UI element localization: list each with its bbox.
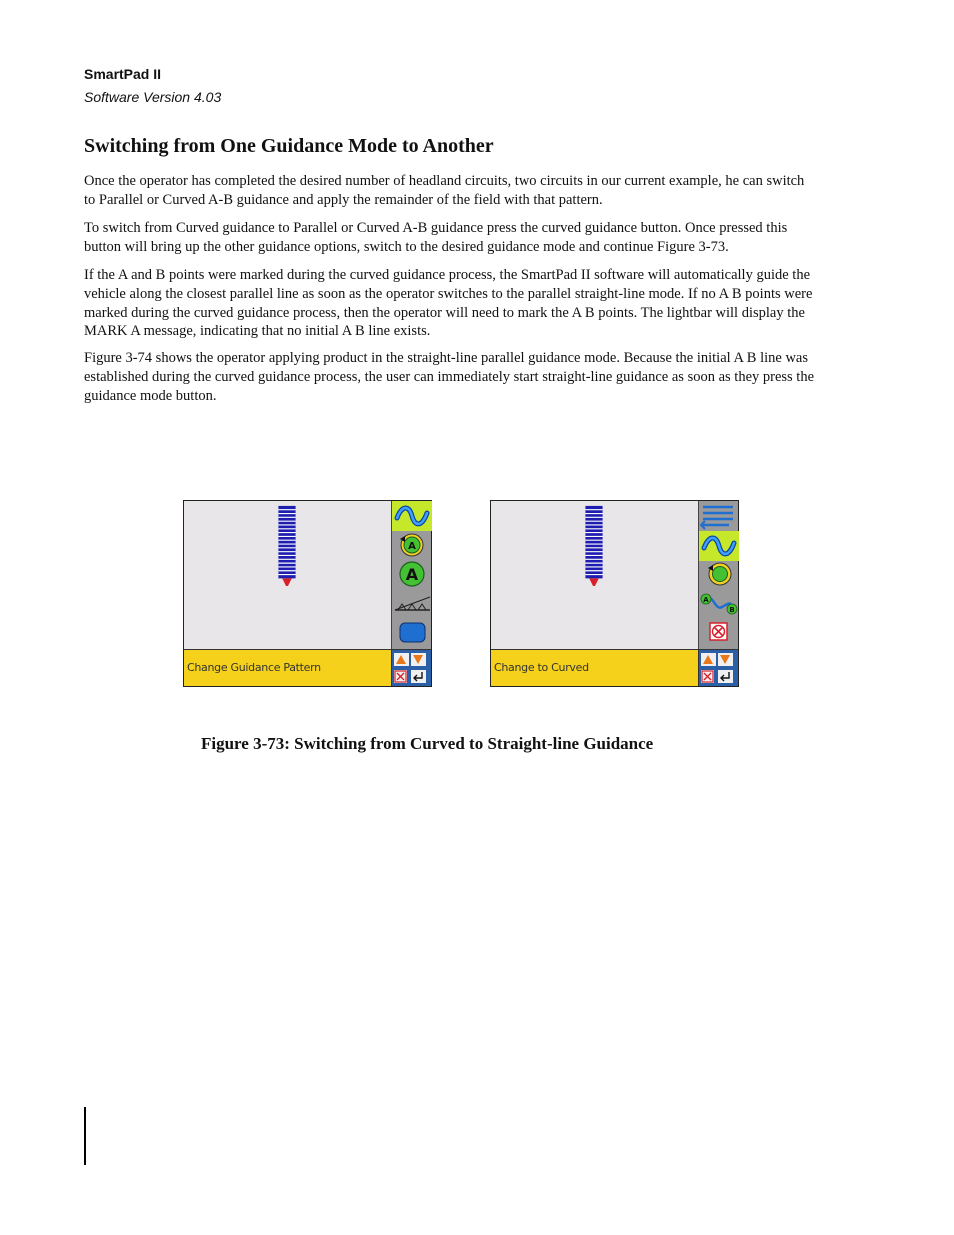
status-message: Change Guidance Pattern bbox=[184, 649, 392, 686]
curved-ab-icon[interactable] bbox=[701, 594, 737, 614]
screenshot-change-to-curved bbox=[490, 500, 739, 687]
status-message: Change to Curved bbox=[491, 649, 699, 686]
paragraph-3: If the A and B points were marked during the curved guidance process, the SmartPad II software will automatically guide the vehicle along the closest parallel line as soon as the operator switches to the parallel straight-line mode. If no A B points were marked during the curved guidance process, then the operator will need to mark the A B points. The lightbar will display the MARK A message, indicating that no initial A B line exists. bbox=[84, 267, 813, 340]
boom-icon[interactable] bbox=[395, 597, 430, 610]
vehicle-swath-icon bbox=[276, 504, 298, 586]
svg-text:B: B bbox=[729, 606, 735, 614]
figure-caption: Figure 3-73: Switching from Curved to Straight-line Guidance bbox=[201, 734, 654, 753]
map-view bbox=[491, 501, 699, 651]
rotate-a-icon[interactable] bbox=[400, 534, 423, 556]
section-heading: Switching from One Guidance Mode to Another bbox=[84, 135, 494, 157]
screenshot-change-guidance-pattern bbox=[183, 500, 432, 687]
cancel-icon[interactable] bbox=[710, 623, 727, 640]
svg-text:A: A bbox=[405, 565, 419, 584]
paragraph-4: Figure 3-74 shows the operator applying product in the straight-line parallel guidance mode. Because the initial A B line was established during the curved guidance process, the user can immediately start straight-line guidance as soon as they press the guidance mode button. bbox=[84, 350, 815, 404]
software-version: Software Version 4.03 bbox=[84, 89, 222, 105]
product-title: SmartPad II bbox=[84, 66, 162, 82]
change-bar bbox=[84, 1107, 86, 1165]
nav-pad bbox=[698, 649, 738, 686]
paragraph-2: To switch from Curved guidance to Parallel or Curved A-B guidance press the curved guidance button. Once pressed this button will bring up the other guidance options, switch to the desired guidance mode and continue Figure 3-73. bbox=[84, 220, 788, 255]
guidance-sidebar bbox=[391, 501, 431, 651]
svg-text:A: A bbox=[703, 596, 709, 604]
rotate-icon[interactable] bbox=[708, 563, 731, 585]
tank-icon[interactable] bbox=[400, 623, 425, 642]
vehicle-swath-icon bbox=[583, 504, 605, 586]
paragraph-1: Once the operator has completed the desired number of headland circuits, two circuits in our current example, he can switch to Parallel or Curved A-B guidance and apply the remainder of the field with that pattern. bbox=[84, 173, 805, 208]
guidance-sidebar bbox=[698, 501, 738, 651]
map-view bbox=[184, 501, 392, 651]
parallel-guidance-icon[interactable] bbox=[701, 507, 733, 529]
mark-a-icon[interactable] bbox=[400, 562, 424, 586]
svg-text:A: A bbox=[408, 541, 416, 552]
nav-pad bbox=[391, 649, 431, 686]
